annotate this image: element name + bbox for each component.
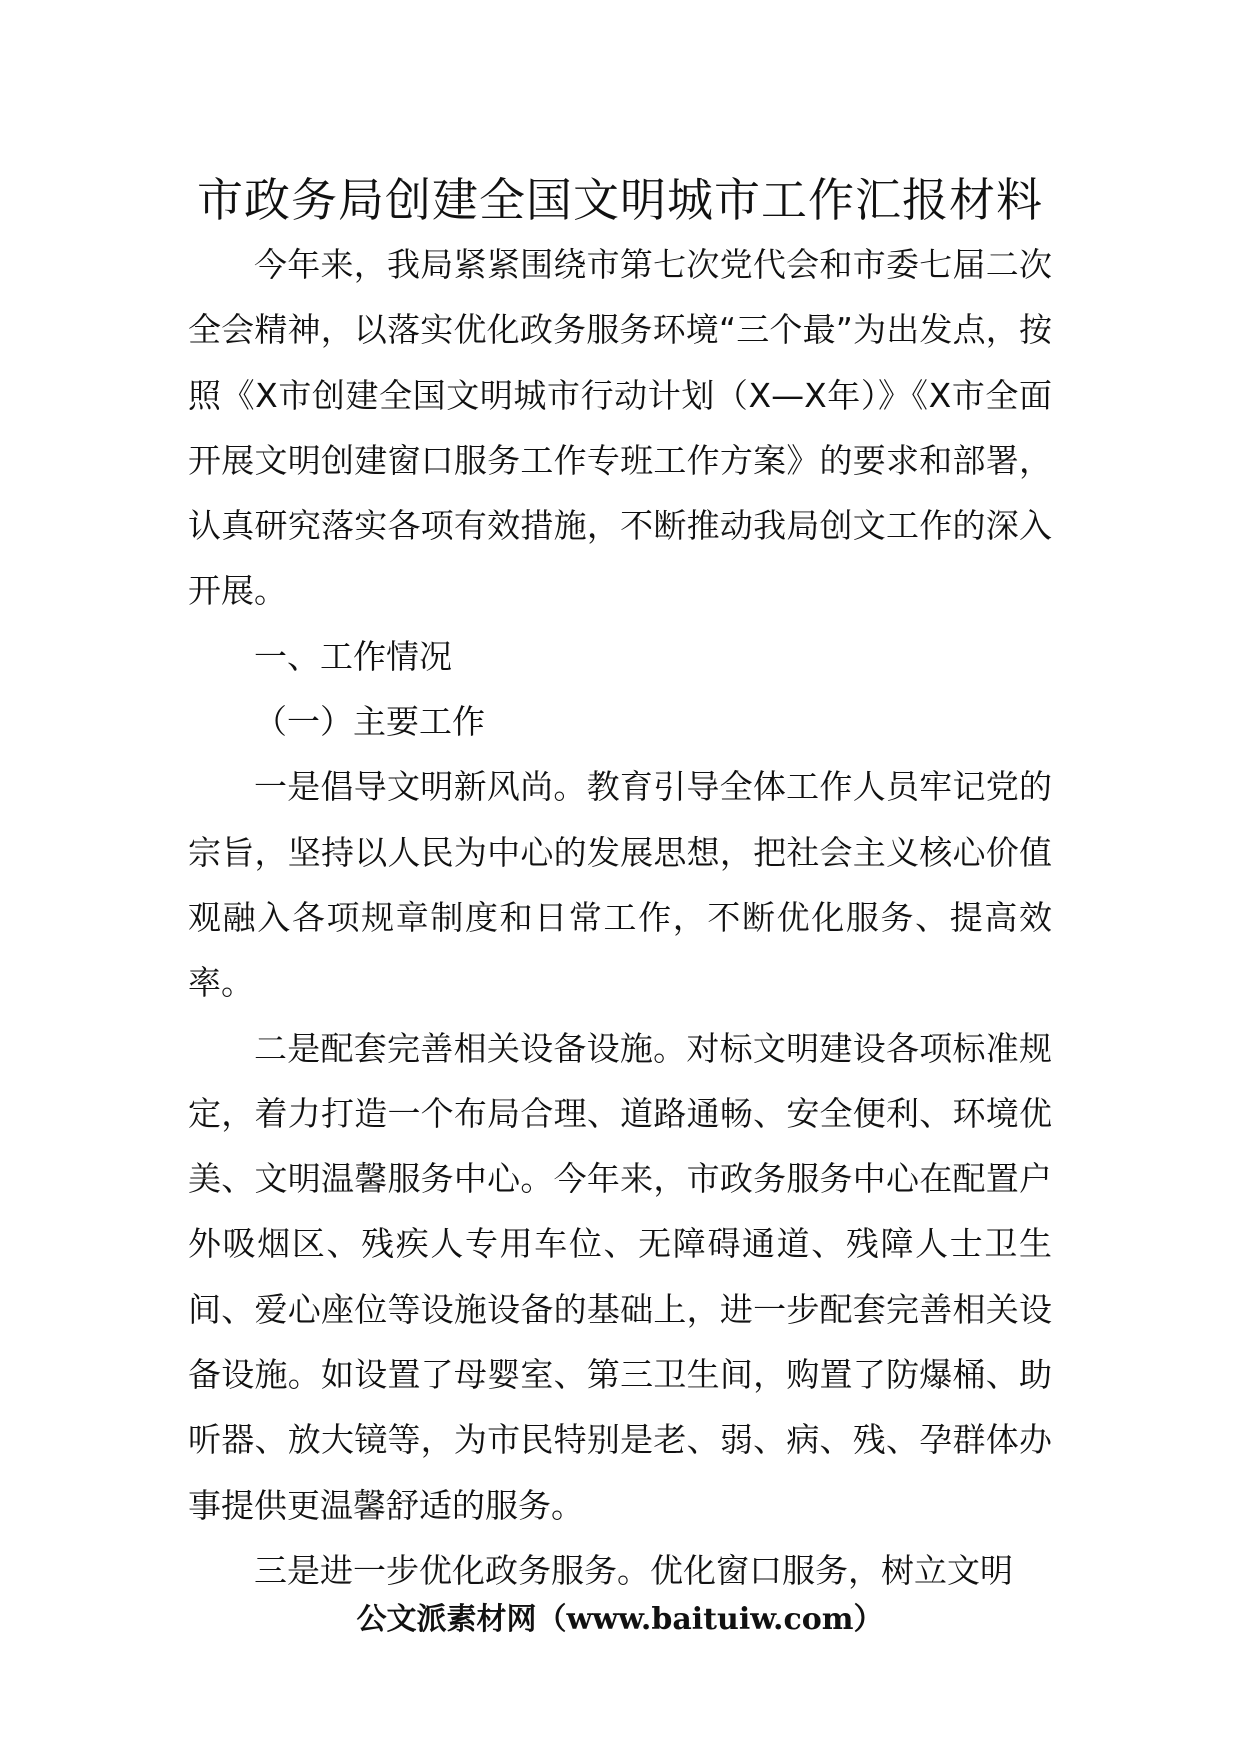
section-heading: 一、工作情况 — [254, 636, 452, 676]
subsection-heading: （一）主要工作 — [254, 702, 485, 742]
document-title: 市政务局创建全国文明城市工作汇报材料 — [197, 173, 1043, 227]
footer-watermark: 公文派素材网（www.baituiw.com） — [356, 1602, 884, 1637]
document-body — [188, 232, 1052, 1603]
paragraph-2: 二是配套完善相关设备设施。对标文明建设各项标准规定，着力打造一个布局合理、道路通畅、安全便利、环境优美、文明温馨服务中心。今年来，市政务服务中心在配置户外吸烟区、残疾人专用车位、无障碍通道、残障人士卫生间、爱心座位等设施设备的基础上，进一步配套完善相关设备设施。如设置了母婴室、第三卫生间，购置了防爆桶、助听器、放大镜等，为市民特别是老、弱、病、残、孕群体办事提供更温馨舒适的服务。 — [188, 1028, 1052, 1525]
paragraph-1: 一是倡导文明新风尚。教育引导全体工作人员牢记党的宗旨，坚持以人民为中心的发展思想，把社会主义核心价值观融入各项规章制度和日常工作，不断优化服务、提高效率。 — [188, 767, 1052, 1003]
paragraph-3: 三是进一步优化政务服务。优化窗口服务，树立文明 — [254, 1550, 1013, 1590]
intro-paragraph: 今年来，我局紧紧围绕市第七次党代会和市委七届二次全会精神，以落实优化政务服务环境“三个最”为出发点，按照《X市创建全国文明城市行动计划（X—X年）》《X市全面开展文明创建窗口服务工作专班工作方案》的要求和部署，认真研究落实各项有效措施，不断推动我局创文工作的深入开展。 — [188, 245, 1052, 611]
